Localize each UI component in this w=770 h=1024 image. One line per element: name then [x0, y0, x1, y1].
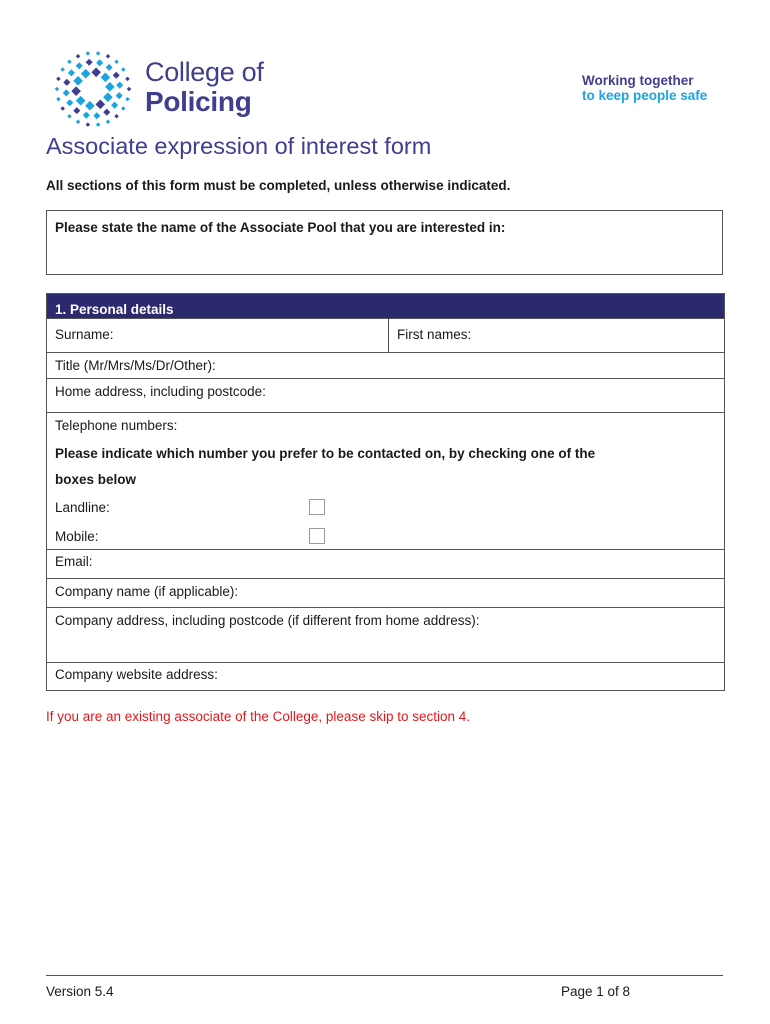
home-address-label: Home address, including postcode:: [55, 384, 266, 399]
form-instructions: All sections of this form must be completed, unless otherwise indicated.: [46, 178, 511, 193]
company-website-label: Company website address:: [55, 667, 218, 682]
logo-line-1: College of: [145, 57, 264, 87]
telephone-label: Telephone numbers:: [55, 418, 178, 433]
name-row: [47, 318, 724, 352]
associate-pool-label: Please state the name of the Associate Pool that you are interested in:: [55, 220, 506, 235]
home-address-field[interactable]: [47, 378, 724, 412]
associate-pool-field[interactable]: [46, 210, 723, 275]
logo-wordmark: [145, 58, 264, 116]
footer-divider: [46, 975, 723, 976]
skip-notice: If you are an existing associate of the College, please skip to section 4.: [46, 709, 470, 724]
section-header: 1. Personal details: [47, 294, 724, 318]
college-of-policing-logo-icon: [50, 48, 136, 130]
page-title: Associate expression of interest form: [46, 133, 432, 159]
mobile-checkbox[interactable]: [309, 528, 325, 544]
tagline-line-2: to keep people safe: [582, 88, 708, 103]
title-field[interactable]: [47, 352, 724, 378]
company-address-field[interactable]: [47, 607, 724, 662]
title-label: Title (Mr/Mrs/Ms/Dr/Other):: [55, 358, 216, 373]
email-label: Email:: [55, 554, 93, 569]
page-number: Page 1 of 8: [561, 984, 631, 999]
mobile-label: Mobile:: [55, 529, 99, 544]
company-address-label: Company address, including postcode (if different from home address):: [55, 613, 480, 628]
landline-label: Landline:: [55, 500, 110, 515]
company-website-field[interactable]: [47, 662, 724, 690]
surname-label: Surname:: [55, 327, 114, 342]
preference-instruction-line-1: Please indicate which number you prefer to be contacted on, by checking one of the: [55, 446, 596, 461]
tagline: [582, 73, 707, 103]
surname-field[interactable]: [47, 319, 389, 352]
company-name-label: Company name (if applicable):: [55, 584, 239, 599]
preference-instruction-line-2: boxes below: [55, 472, 137, 487]
personal-details-section: [46, 293, 725, 691]
company-name-field[interactable]: [47, 578, 724, 607]
logo-line-2: Policing: [145, 86, 252, 117]
landline-checkbox[interactable]: [309, 499, 325, 515]
tagline-line-1: Working together: [582, 73, 694, 88]
version-label: Version 5.4: [46, 984, 114, 999]
first-names-field[interactable]: [389, 319, 724, 352]
email-field[interactable]: [47, 549, 724, 578]
telephone-field: [47, 412, 724, 549]
first-names-label: First names:: [397, 327, 472, 342]
